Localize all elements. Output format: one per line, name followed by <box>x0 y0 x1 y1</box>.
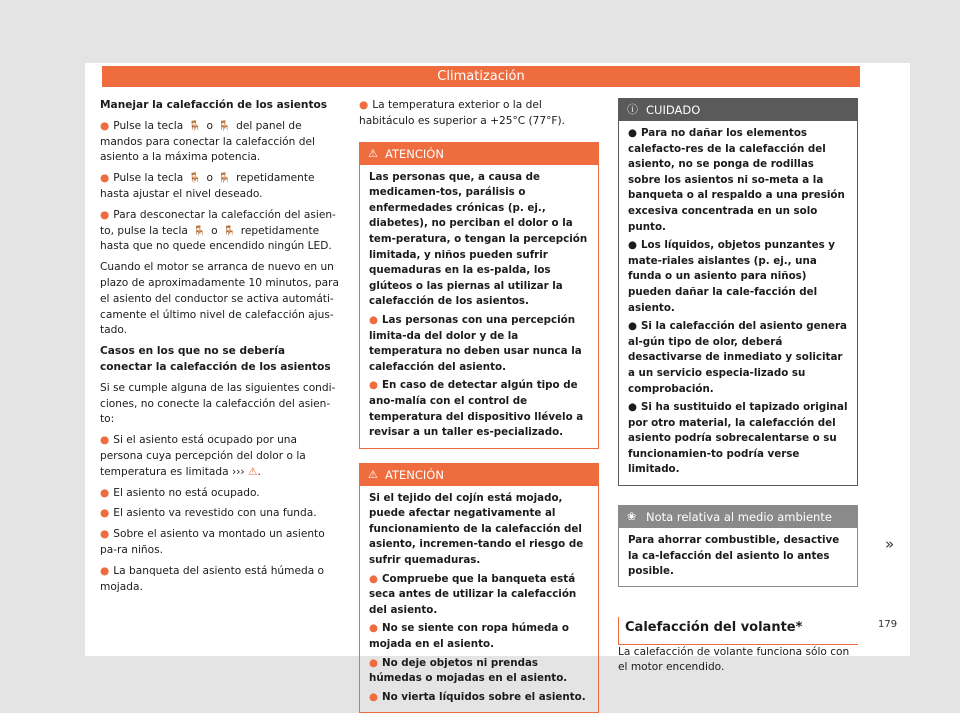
page-header: Climatización <box>102 66 860 87</box>
environment-header: ❀ Nota relativa al medio ambiente <box>619 506 857 528</box>
paragraph: Cuando el motor se arranca de nuevo en un plazo de aproximadamente 10 minutos, para el asiento del conductor se activa automáti-camente el último nivel de calefacción ajus-tado. <box>100 261 339 337</box>
seat-right-icon: 🪑 <box>222 225 236 237</box>
seat-right-icon: 🪑 <box>218 173 231 185</box>
page-number: 179 <box>878 619 898 630</box>
seat-left-icon: 🪑 <box>188 120 202 132</box>
column-right <box>618 98 858 681</box>
seat-left-icon: 🪑 <box>193 225 206 237</box>
caution-box <box>618 98 858 486</box>
section-heading: Calefacción del volante* <box>619 617 858 645</box>
list-item: ● Si la calefacción del asiento genera al-gún tipo de olor, deberá desactivarse de inmediato y solicitar a un servicio especia-lizado su comprobación. <box>628 320 847 395</box>
list-item: ● Compruebe que la banqueta está seca antes de utilizar la calefacción del asiento. <box>369 572 577 616</box>
heading-seat-heating: Manejar la calefacción de los asientos <box>100 99 328 111</box>
warning-box-1: ⚠ ATENCIÓN Las personas que, a causa de medicamen-tos, parálisis o enfermedades crónicas (p. ej., diabetes), no perciban el dolor o la tem-peratura, o tengan la percepción limitada, y niños pueden sufrir quemaduras en la es-palda, los glúteos o las piernas al utilizar la calefacción de los asientos. ● Las personas con una percepción limita-da del dolor y de la temperatura no deben usar nunca la calefacción del asiento. ● En caso de detectar algún tipo de ano-malía con el control de temperatura del dispositivo llévelo a revisar a un taller es-pecializado. <box>359 142 599 449</box>
info-circle-icon: ⓘ <box>627 103 638 116</box>
section-heading-wrap <box>618 617 858 645</box>
list-item: ● Pulse la tecla 🪑 o 🪑 repetidamente hasta ajustar el nivel deseado. <box>100 172 315 200</box>
list-item: ● Si el asiento está ocupado por una persona cuya percepción del dolor o la temperatura es limitada ››› ⚠. <box>100 434 306 478</box>
list-item: ● Para no dañar los elementos calefacto-res de la calefacción del asiento, no se ponga de rodillas sobre los asientos ni so-meta a la banqueta o al respaldo a una presión excesiva concentrada en un solo punto. <box>628 127 845 233</box>
list-item: ● Sobre el asiento va montado un asiento pa-ra niños. <box>100 528 325 556</box>
continue-marker: » <box>885 535 895 553</box>
paragraph: La calefacción de volante funciona sólo con el motor encendido. <box>618 645 850 674</box>
column-left <box>100 98 340 600</box>
column-middle <box>359 98 599 713</box>
seat-right-icon: 🪑 <box>218 120 231 132</box>
warning-triangle-icon: ⚠ <box>248 465 258 478</box>
warning-header: ⚠ ATENCIÓN <box>360 143 598 165</box>
list-item: ● El asiento no está ocupado. <box>100 486 260 499</box>
list-item: ● Para desconectar la calefacción del asien-to, pulse la tecla 🪑 o 🪑 repetidamente hasta que no quede encendido ningún LED. <box>100 208 336 253</box>
paragraph: Si se cumple alguna de las siguientes condi-ciones, no conecte la calefacción del asien-to: <box>100 381 336 426</box>
manual-page <box>85 63 910 703</box>
heading-cases: Casos en los que no se debería conectar la calefacción de los asientos <box>100 345 331 373</box>
warning-box-2: ⚠ ATENCIÓN Si el tejido del cojín está mojado, puede afectar negativamente al funcionamiento de la calefacción del asiento, incremen-tando el riesgo de sufrir quemaduras. ● Compruebe que la banqueta está seca antes de utilizar la calefacción del asiento. ● No se siente con ropa húmeda o mojada en el asiento. ● No deje objetos ni prendas húmedas o mojadas en el asiento. ● No vierta líquidos sobre el asiento. <box>359 463 599 713</box>
list-item: ● La banqueta del asiento está húmeda o mojada. <box>100 564 325 593</box>
list-item: ● El asiento va revestido con una funda. <box>100 507 317 520</box>
list-item: ● Pulse la tecla 🪑 o 🪑 del panel de mandos para conectar la calefacción del asiento a la máxima potencia. <box>100 119 315 164</box>
warning-triangle-icon: ⚠ <box>368 146 378 160</box>
list-item: ● Los líquidos, objetos punzantes y mate-riales aislantes (p. ej., una funda o un asiento para niños) pueden dañar la cale-facción del asiento. <box>628 239 836 314</box>
list-item: ● No deje objetos ni prendas húmedas o mojadas en el asiento. <box>369 656 568 685</box>
flower-icon: ❀ <box>627 510 637 524</box>
list-item: ● La temperatura exterior o la del habitáculo es superior a +25°C (77°F). <box>359 99 566 127</box>
warning-header: ⚠ ATENCIÓN <box>360 464 598 486</box>
warning-triangle-icon: ⚠ <box>368 467 378 481</box>
list-item: ● Si ha sustituido el tapizado original por otro material, la calefacción del asiento podría sobrecalentarse o su funcionamien-to podría verse limitado. <box>628 401 848 476</box>
caution-header: ⓘ CUIDADO <box>619 99 857 121</box>
list-item: ● En caso de detectar algún tipo de ano-malía con el control de temperatura del dispositivo llévelo a revisar a un taller es-pecializado. <box>369 379 584 439</box>
seat-left-icon: 🪑 <box>188 173 202 185</box>
reference-arrows[interactable]: ››› <box>231 465 245 478</box>
list-item: ● No se siente con ropa húmeda o mojada en el asiento. <box>369 622 569 651</box>
list-item: ● Las personas con una percepción limita-da del dolor y de la temperatura no deben usar nunca la calefacción del asiento. <box>369 313 582 373</box>
list-item: ● No vierta líquidos sobre el asiento. <box>369 690 586 703</box>
environment-note-box: ❀ Nota relativa al medio ambiente Para ahorrar combustible, desactive la ca-lefacción del asiento lo antes posible. <box>618 505 858 587</box>
